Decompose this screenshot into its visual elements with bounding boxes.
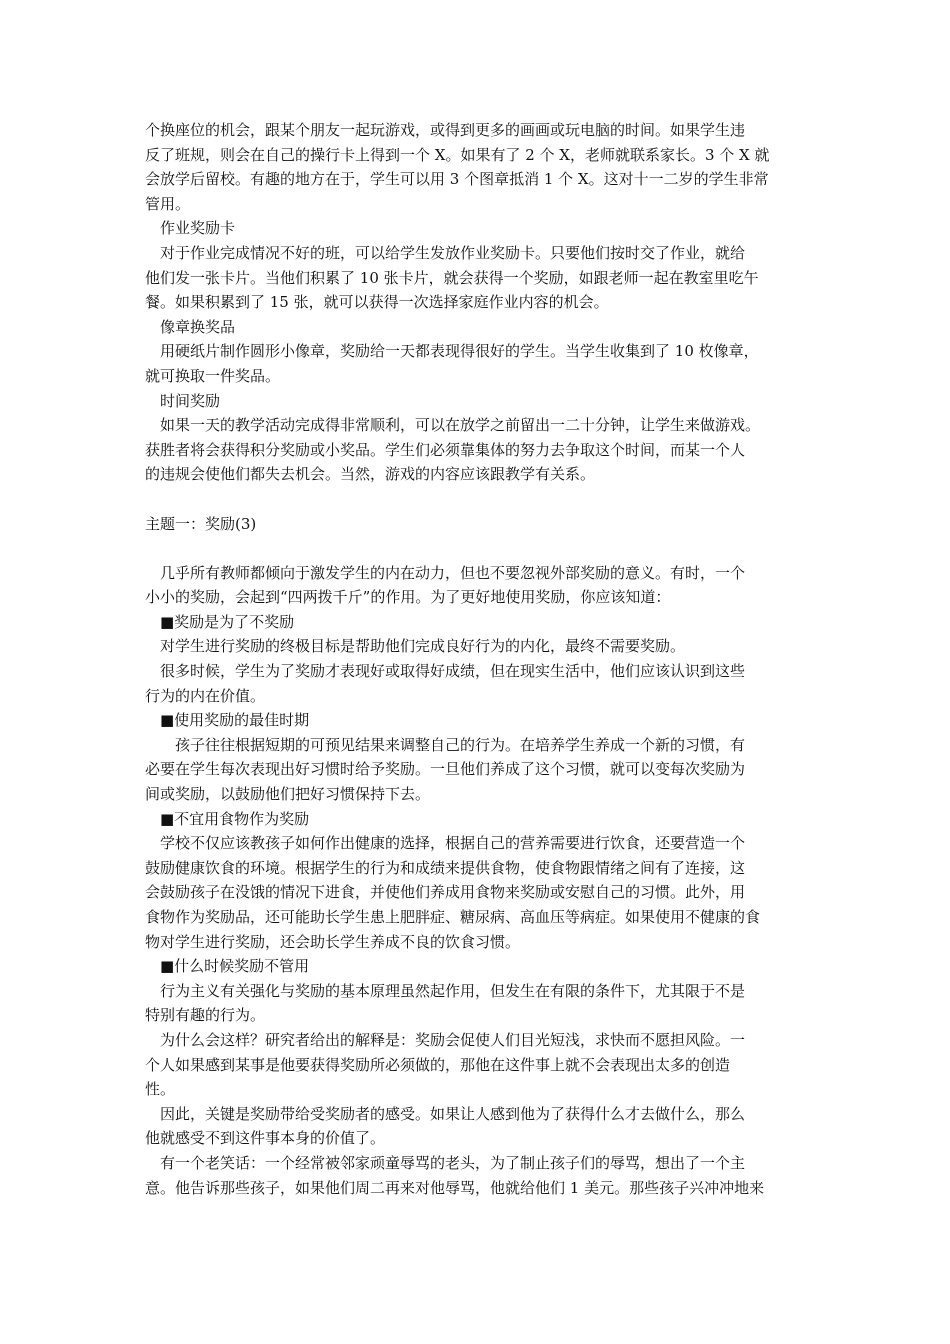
text-line: 如果一天的教学活动完成得非常顺利，可以在放学之前留出一二十分钟，让学生来做游戏。	[145, 416, 761, 435]
text-line: 很多时候，学生为了奖励才表现好或取得好成绩，但在现实生活中，他们应该认识到这些	[145, 662, 746, 681]
text-line: 学校不仅应该教孩子如何作出健康的选择，根据自己的营养需要进行饮食，还要营造一个	[145, 834, 746, 853]
text-line: 必要在学生每次表现出好习惯时给予奖励。一旦他们养成了这个习惯，就可以变每次奖励为	[145, 760, 746, 779]
text-line: 像章换奖品	[145, 317, 236, 336]
text-line: 因此，关键是奖励带给受奖励者的感受。如果让人感到他为了获得什么才去做什么，那么	[145, 1104, 746, 1123]
text-line: 几乎所有教师都倾向于激发学生的内在动力，但也不要忽视外部奖励的意义。有时，一个	[145, 563, 746, 582]
blank-line	[145, 536, 815, 561]
text-line: 物对学生进行奖励，还会助长学生养成不良的饮食习惯。	[145, 932, 521, 951]
document-body	[145, 118, 815, 1200]
text-line: ■使用奖励的最佳时期	[145, 711, 310, 730]
text-line: 获胜者将会获得积分奖励或小奖品。学生们必须靠集体的努力去争取这个时间，而某一个人	[145, 440, 746, 459]
text-line: 的违规会使他们都失去机会。当然，游戏的内容应该跟教学有关系。	[145, 465, 596, 484]
text-line: 就可换取一件奖品。	[145, 366, 281, 385]
text-line: 特别有趣的行为。	[145, 1006, 266, 1025]
text-line: 食物作为奖励品，还可能助长学生患上肥胖症、糖尿病、高血压等病症。如果使用不健康的食	[145, 908, 761, 926]
text-line: 对于作业完成情况不好的班，可以给学生发放作业奖励卡。只要他们按时交了作业，就给	[145, 243, 746, 262]
text-line: 性。	[145, 1080, 176, 1099]
text-line: 有一个老笑话：一个经常被邻家顽童辱骂的老头，为了制止孩子们的辱骂，想出了一个主	[145, 1153, 746, 1172]
text-line: ■不宜用食物作为奖励	[145, 809, 310, 828]
text-line: 间或奖励，以鼓励他们把好习惯保持下去。	[145, 785, 431, 804]
text-line: 孩子往往根据短期的可预见结果来调整自己的行为。在培养学生养成一个新的习惯，有	[145, 735, 746, 754]
text-line: ■奖励是为了不奖励	[145, 612, 295, 631]
text-line: 行为主义有关强化与奖励的基本原理虽然起作用，但发生在有限的条件下，尤其限于不是	[145, 981, 746, 1000]
text-line: 鼓励健康饮食的环境。根据学生的行为和成绩来提供食物，使食物跟情绪之间有了连接，这	[145, 858, 746, 877]
text-line: 意。他告诉那些孩子，如果他们周二再来对他辱骂，他就给他们 1 美元。那些孩子兴冲冲地来	[145, 1178, 765, 1197]
text-line: 作业奖励卡	[145, 219, 236, 238]
text-line: 反了班规，则会在自己的操行卡上得到一个 X。如果有了 2 个 X，老师就联系家长。3 个 X 就	[145, 145, 770, 164]
text-line: 行为的内在价值。	[145, 686, 266, 705]
text-line: 管用。	[145, 194, 191, 213]
text-line: 用硬纸片制作圆形小像章，奖励给一天都表现得很好的学生。当学生收集到了 10 枚像章，	[145, 342, 759, 361]
text-line: 为什么会这样？研究者给出的解释是：奖励会促使人们目光短浅，求快而不愿担风险。一	[145, 1030, 746, 1049]
text-line: 个换座位的机会，跟某个朋友一起玩游戏，或得到更多的画画或玩电脑的时间。如果学生违	[145, 121, 746, 139]
text-line: 小小的奖励，会起到“四两拨千斤”的作用。为了更好地使用奖励，你应该知道：	[145, 588, 671, 607]
text-line: 时间奖励	[145, 391, 221, 410]
text-line: 会放学后留校。有趣的地方在于，学生可以用 3 个图章抵消 1 个 X。这对十一二岁的学生非常	[145, 170, 769, 189]
text-line: 餐。如果积累到了 15 张，就可以获得一次选择家庭作业内容的机会。	[145, 293, 609, 312]
blank-line	[145, 487, 815, 512]
text-line: 对学生进行奖励的终极目标是帮助他们完成良好行为的内化，最终不需要奖励。	[145, 637, 686, 656]
text-line: 会鼓励孩子在没饿的情况下进食，并使他们养成用食物来奖励或安慰自己的习惯。此外，用	[145, 883, 746, 902]
text-line: 个人如果感到某事是他要获得奖励所必须做的，那他在这件事上就不会表现出太多的创造	[145, 1055, 731, 1074]
text-line: 他就感受不到这件事本身的价值了。	[145, 1129, 386, 1148]
text-line: ■什么时候奖励不管用	[145, 957, 310, 976]
text-line: 主题一：奖励(3)	[145, 514, 257, 533]
text-line: 他们发一张卡片。当他们积累了 10 张卡片，就会获得一个奖励，如跟老师一起在教室里吃午	[145, 268, 759, 287]
